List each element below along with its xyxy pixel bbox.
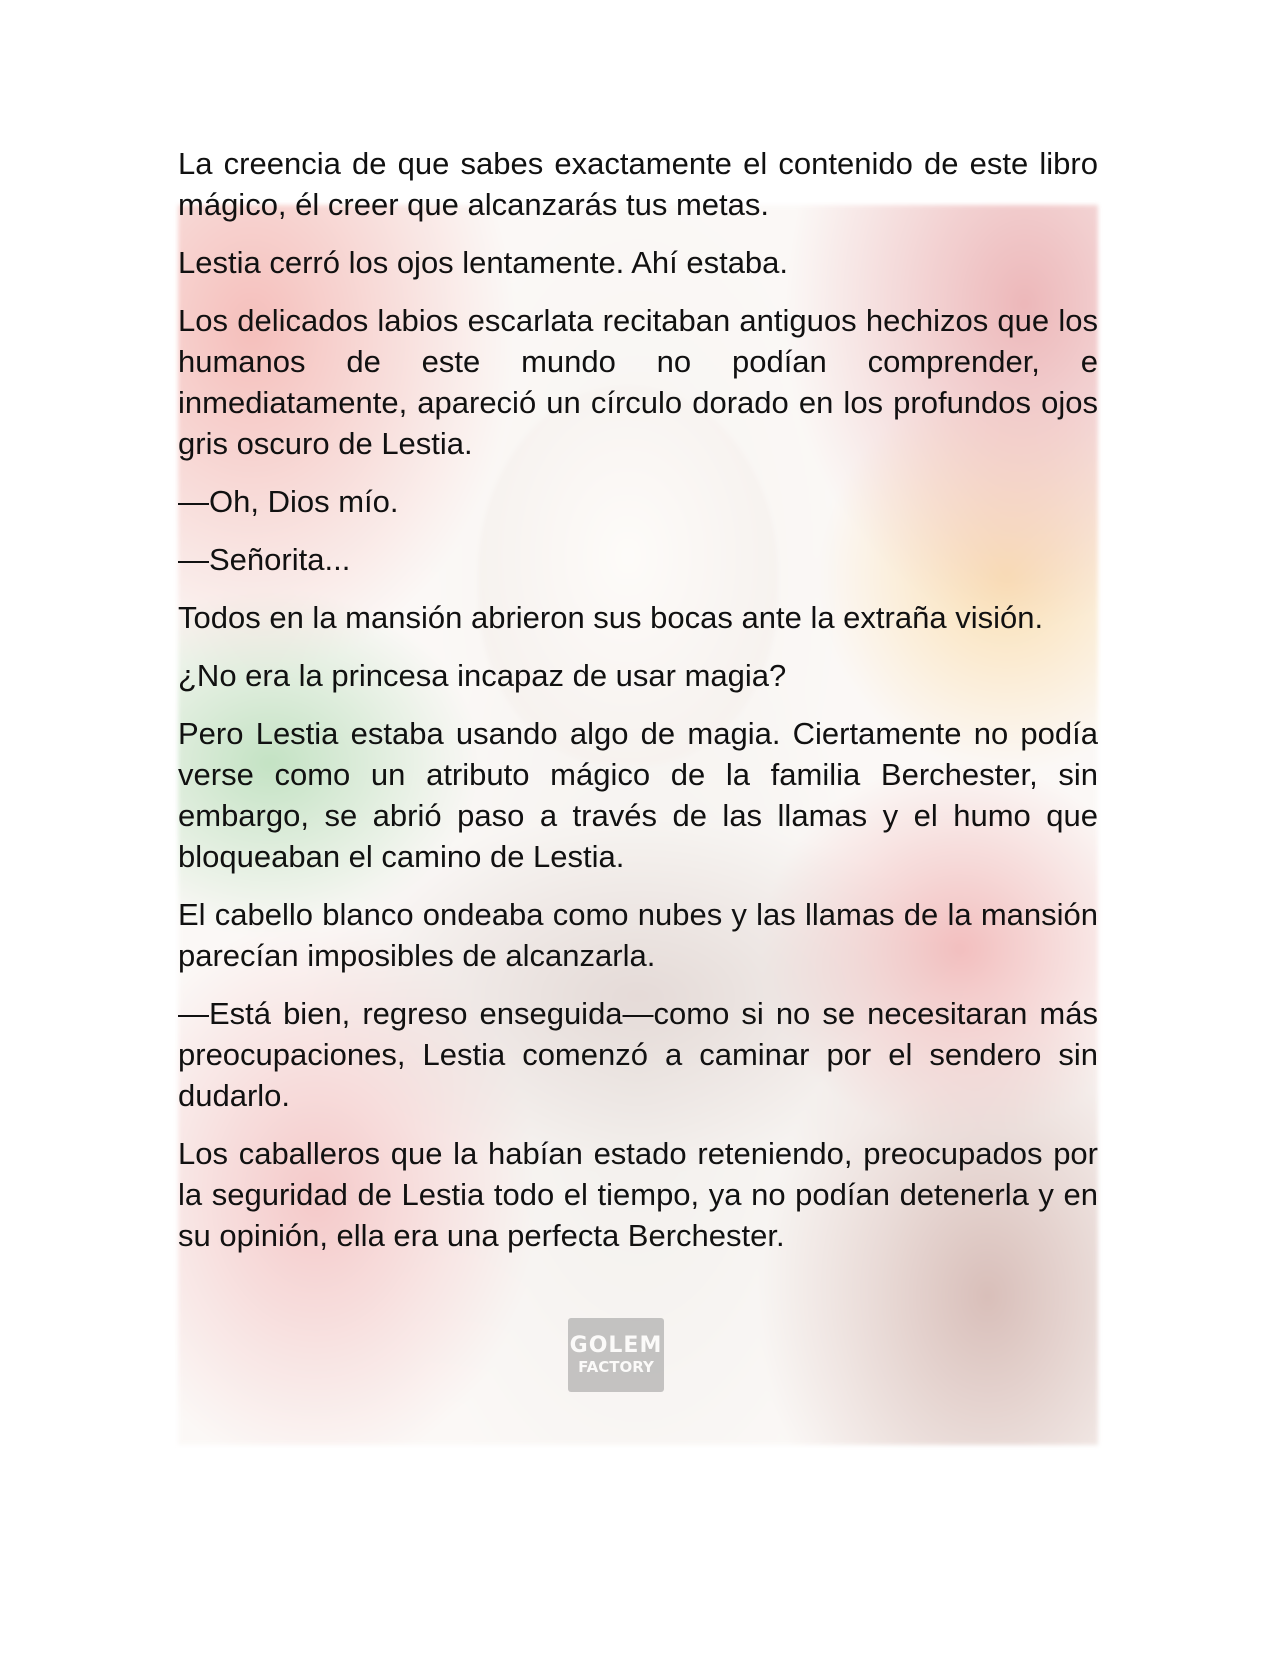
paragraph: —Señorita... [178, 542, 351, 577]
golem-factory-logo [568, 1318, 664, 1392]
logo-line-2: FACTORY [578, 1358, 654, 1376]
paragraph: El cabello blanco ondeaba como nubes y las llamas de la mansión parecían imposibles de alcanzarla. [178, 897, 1098, 973]
logo-line-1: GOLEM [569, 1333, 663, 1358]
paragraph: Pero Lestia estaba usando algo de magia. Ciertamente no podía verse como un atributo mágico de la familia Berchester, sin embargo, se abrió paso a través de las llamas y el humo que bloqueaban el camino de Lestia. [178, 716, 1098, 874]
paragraph: La creencia de que sabes exactamente el contenido de este libro mágico, él creer que alcanzarás tus metas. [178, 146, 1098, 222]
paragraph: Lestia cerró los ojos lentamente. Ahí estaba. [178, 245, 789, 280]
paragraph: ¿No era la princesa incapaz de usar magia? [178, 658, 787, 693]
body-text [178, 143, 1098, 1273]
paragraph: —Está bien, regreso enseguida—como si no se necesitaran más preocupaciones, Lestia comenzó a caminar por el sendero sin dudarlo. [178, 996, 1098, 1113]
paragraph: Todos en la mansión abrieron sus bocas ante la extraña visión. [178, 600, 1044, 635]
paragraph: Los delicados labios escarlata recitaban antiguos hechizos que los humanos de este mundo no podían comprender, e inmediatamente, apareció un círculo dorado en los profundos ojos gris oscuro de Lestia. [178, 303, 1098, 461]
paragraph: —Oh, Dios mío. [178, 484, 399, 519]
paragraph: Los caballeros que la habían estado reteniendo, preocupados por la seguridad de Lestia todo el tiempo, ya no podían detenerla y en su opinión, ella era una perfecta Berchester. [178, 1136, 1098, 1253]
